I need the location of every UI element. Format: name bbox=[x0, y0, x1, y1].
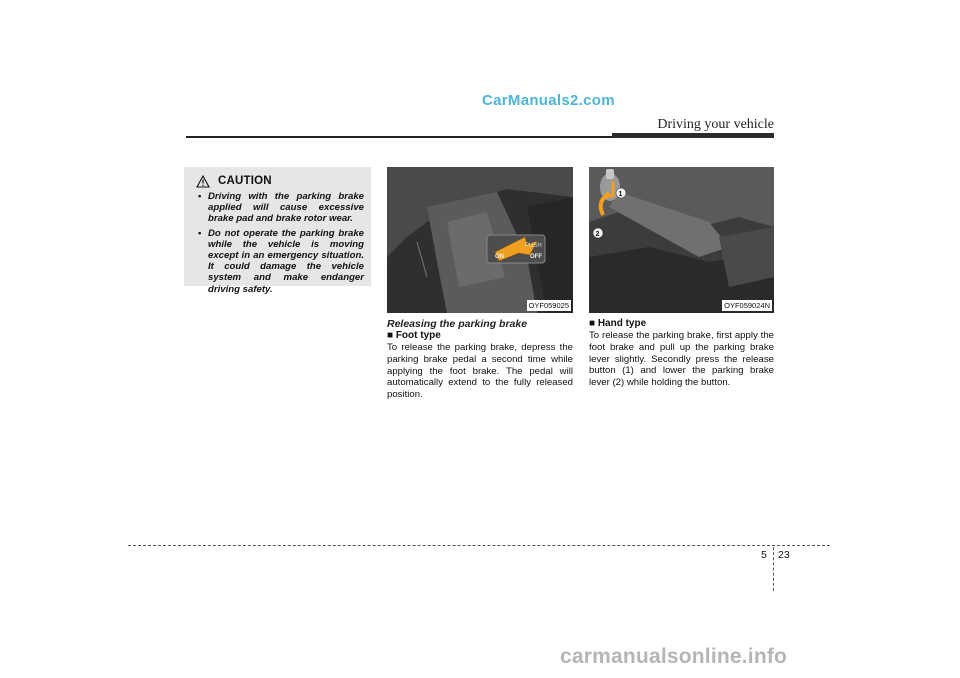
foot-photo-code: OYF059025 bbox=[528, 301, 569, 310]
caution-list bbox=[192, 191, 364, 298]
warning-triangle-icon bbox=[196, 175, 210, 188]
page-divider bbox=[773, 547, 774, 591]
watermark-bottom: carmanualsonline.info bbox=[560, 645, 788, 668]
caution-title: CAUTION bbox=[218, 175, 272, 187]
caution-item: • Do not operate the parking brake while the vehicle is moving except in an emergency situation. It could damage the vehicle system and make endanger driving safety. bbox=[198, 227, 364, 295]
hand-photo-code: OYF059024N bbox=[724, 301, 770, 310]
footer-rule bbox=[128, 545, 830, 546]
caution-header bbox=[196, 173, 272, 189]
svg-text:PUSH: PUSH bbox=[525, 243, 542, 249]
hand-type-heading: ■ Hand type bbox=[589, 318, 647, 329]
figure-caption: Releasing the parking brake bbox=[387, 318, 528, 330]
foot-type-heading: ■ Foot type bbox=[387, 330, 441, 341]
hand-brake-photo bbox=[589, 167, 774, 313]
section-title: Driving your vehicle bbox=[657, 117, 774, 132]
foot-brake-photo bbox=[387, 167, 573, 313]
hand-type-text: To release the parking brake, first apply the foot brake and pull up the parking brake lever slightly. Secondly press the release button (1) and lower the parking brake lever (2) while holding the button. bbox=[589, 330, 774, 389]
svg-text:2: 2 bbox=[595, 231, 600, 238]
svg-text:1: 1 bbox=[618, 191, 623, 198]
page-number: 23 bbox=[778, 549, 790, 561]
svg-text:ON: ON bbox=[495, 254, 504, 260]
caution-box bbox=[184, 167, 371, 295]
svg-text:OFF: OFF bbox=[530, 254, 542, 260]
foot-type-text: To release the parking brake, depress the parking brake pedal a second time while applying the foot brake. The pedal will automatically extend to the fully released position. bbox=[387, 342, 573, 401]
header-rule-accent bbox=[612, 133, 774, 138]
caution-item: • Driving with the parking brake applied will cause excessive brake pad and brake rotor wear. bbox=[198, 191, 364, 225]
watermark-top: CarManuals2.com bbox=[482, 92, 615, 109]
page-chapter: 5 bbox=[761, 549, 767, 561]
